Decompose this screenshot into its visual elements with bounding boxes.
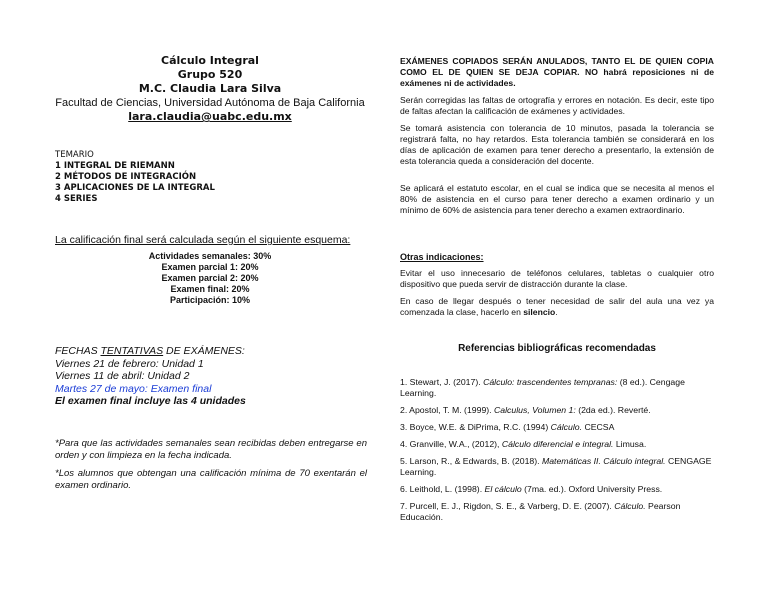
exam-dates-title	[55, 345, 246, 358]
reference-item	[400, 405, 714, 416]
ref-title: Matemáticas II. Cálculo integral.	[541, 456, 666, 466]
rule-attendance: Se tomará asistencia con tolerancia de 10 minutos, pasada la tolerancia se registrará falta, no hay retardos. Esta tolerancia también se considerará en los días de aplicación de examen para tener derecho a presentarlo, la extensión de esta tolerancia queda a consideración del docente.	[400, 123, 714, 166]
rule-spelling: Serán corregidas las faltas de ortografía y errores en notación. Es decir, este tipo de faltas afectan la calificación de exámenes y actividades.	[400, 95, 714, 116]
course-group: Grupo 520	[177, 68, 243, 81]
exam-date-final: Martes 27 de mayo: Examen final	[55, 382, 212, 395]
ref-text: CENGAGE Learning.	[400, 456, 712, 477]
course-header	[52, 54, 368, 124]
ref-text: CECSA	[582, 422, 615, 432]
ref-title: El cálculo	[484, 484, 522, 494]
syllabus-item: 4 SERIES	[55, 194, 98, 204]
grading-item: Examen parcial 2: 20%	[161, 273, 259, 283]
exam-dates-title-pre: FECHAS	[55, 345, 101, 357]
exam-dates	[55, 345, 246, 408]
ref-title: Cálculo diferencial e integral.	[501, 439, 614, 449]
syllabus	[55, 150, 215, 205]
exam-dates-title-underlined: TENTATIVAS	[100, 345, 164, 357]
other-indication-late	[400, 296, 714, 318]
teacher-email-link[interactable]: lara.claudia@uabc.edu.mx	[128, 110, 292, 123]
faculty-name: Facultad de Ciencias, Universidad Autónoma de Baja California	[55, 97, 365, 109]
teacher-name: M.C. Claudia Lara Silva	[138, 82, 282, 95]
rule-statute: Se aplicará el estatuto escolar, en el cual se indica que se necesita al menos el 80% de asistencia en el curso para tener derecho a examen ordinario y un mínimo de 60% de asistencia para tener derecho a examen extraordinario.	[400, 183, 714, 215]
late-text-pre: En caso de llegar después o tener necesidad de salir del aula una vez ya comenzada la clase, hacerlo en	[400, 296, 714, 317]
ref-text: 5. Larson, R., & Edwards, B. (2018).	[400, 456, 542, 466]
ref-title: Cálculo.	[550, 422, 583, 432]
reference-item	[400, 456, 714, 478]
syllabus-item: 3 APLICACIONES DE LA INTEGRAL	[55, 183, 215, 193]
note-item: *Los alumnos que obtengan una calificación mínima de 70 exentarán el examen ordinario.	[55, 468, 367, 491]
exam-date-2: Viernes 11 de abril: Unidad 2	[55, 370, 190, 382]
other-indication-devices: Evitar el uso innecesario de teléfonos celulares, tabletas o cualquier otro dispositivo que pueda servir de distracción durante la clase.	[400, 268, 714, 289]
exam-dates-title-post: DE EXÁMENES:	[163, 345, 245, 357]
ref-text: (7ma. ed.). Oxford University Press.	[521, 484, 663, 494]
final-exam-note: El examen final incluye las 4 unidades	[55, 395, 246, 407]
syllabus-title: TEMARIO	[55, 150, 94, 160]
ref-text: (8 ed.). Cengage Learning.	[400, 377, 685, 398]
ref-text: 7. Purcell, E. J., Rigdon, S. E., & Varberg, D. E. (2007).	[400, 501, 615, 511]
note-item: *Para que las actividades semanales sean recibidas deben entregarse en orden y con limpieza en la fecha indicada.	[55, 438, 367, 461]
reference-item	[400, 422, 714, 433]
late-text-bold: silencio	[523, 307, 556, 317]
references-title: Referencias bibliográficas recomendadas	[458, 343, 656, 354]
grading-intro: La calificación final será calculada según el siguiente esquema:	[55, 234, 351, 246]
ref-text: 3. Boyce, W.E. & DiPrima, R.C. (1994)	[400, 422, 551, 432]
grading-item: Examen final: 20%	[170, 284, 250, 294]
course-title: Cálculo Integral	[161, 54, 259, 67]
other-indications-title: Otras indicaciones:	[400, 252, 484, 262]
references-list	[400, 377, 714, 529]
grading-scheme	[80, 251, 340, 306]
reference-item	[400, 439, 714, 450]
syllabus-item: 2 MÉTODOS DE INTEGRACIÓN	[55, 172, 197, 182]
ref-text: 4. Granville, W.A., (2012),	[400, 439, 502, 449]
syllabus-item: 1 INTEGRAL DE RIEMANN	[55, 161, 175, 171]
reference-item	[400, 484, 714, 495]
ref-title: Cálculo.	[614, 501, 646, 511]
ref-text: 2. Apostol, T. M. (1999).	[400, 405, 494, 415]
ref-text: Pearson Educación.	[400, 501, 681, 522]
late-text-post: .	[555, 307, 558, 317]
ref-text: Limusa.	[613, 439, 647, 449]
ref-text: 1. Stewart, J. (2017).	[400, 377, 484, 387]
ref-text: 6. Leithold, L. (1998).	[400, 484, 485, 494]
grading-item: Participación: 10%	[169, 295, 251, 305]
copy-warning: EXÁMENES COPIADOS SERÁN ANULADOS, TANTO EL DE QUIEN COPIA COMO EL DE QUIEN SE DEJA COPIAR. NO habrá reposiciones ni de exámenes ni de actividades.	[400, 56, 714, 88]
ref-title: Cálculo: trascendentes tempranas:	[483, 377, 618, 387]
grading-item: Examen parcial 1: 20%	[161, 262, 259, 272]
grading-item: Actividades semanales: 30%	[148, 251, 272, 261]
notes	[55, 438, 367, 498]
exam-date-1: Viernes 21 de febrero: Unidad 1	[55, 357, 204, 370]
reference-item	[400, 377, 714, 399]
ref-title: Calculus, Volumen 1:	[494, 405, 576, 415]
reference-item	[400, 501, 714, 523]
ref-text: (2da ed.). Reverté.	[575, 405, 651, 415]
